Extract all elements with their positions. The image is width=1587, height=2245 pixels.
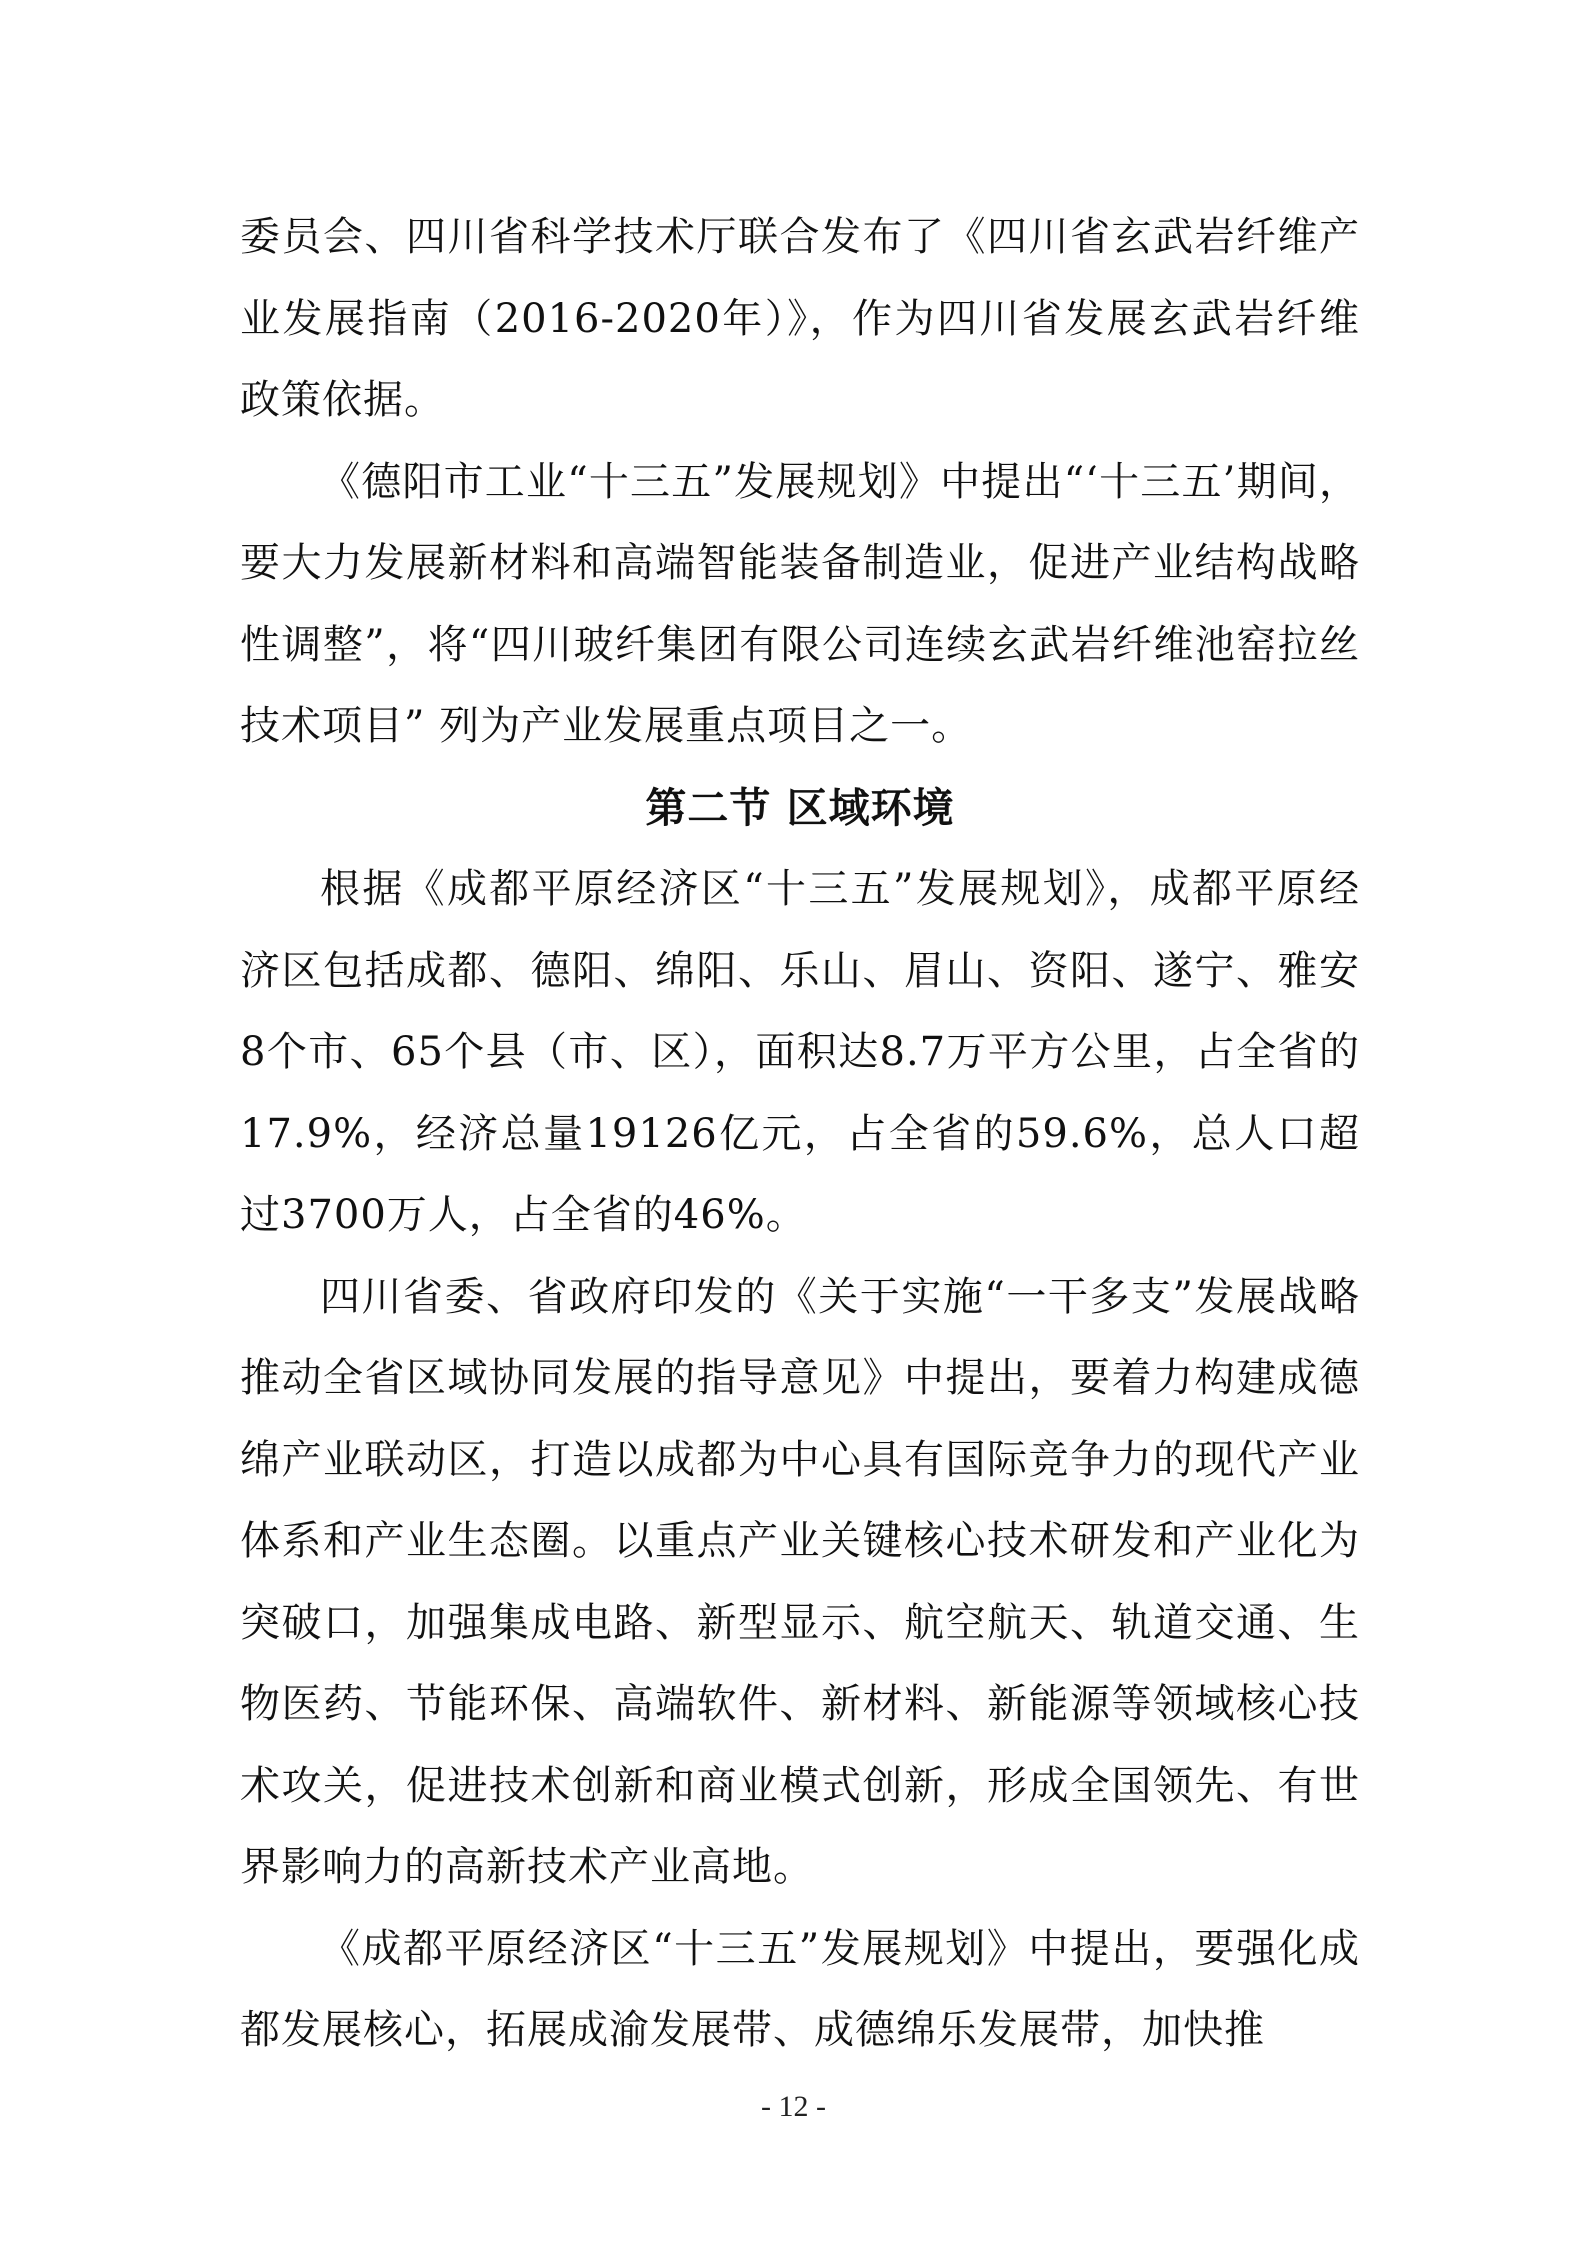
paragraph-policy-guide: 委员会、四川省科学技术厅联合发布了《四川省玄武岩纤维产业发展指南（2016-2020年）》，作为四川省发展玄武岩纤维政策依据。 xyxy=(240,214,1360,423)
paragraph-chengdu-plain: 根据《成都平原经济区“十三五”发展规划》，成都平原经济区包括成都、德阳、绵阳、乐山、眉山、资阳、遂宁、雅安8个市、65个县（市、区），面积达8.7万平方公里，占全省的17.9%，经济总量19126亿元，占全省的59.6%，总人口超过3700万人，占全省的46%。 xyxy=(240,866,1360,1238)
paragraph-chengdu-core: 《成都平原经济区“十三五”发展规划》中提出，要强化成都发展核心，拓展成渝发展带、成德绵乐发展带，加快推 xyxy=(240,1925,1360,2053)
paragraph-deyang-plan: 《德阳市工业“十三五”发展规划》中提出“‘十三五’期间，要大力发展新材料和高端智能装备制造业，促进产业结构战略性调整”，将“四川玻纤集团有限公司连续玄武岩纤维池窑拉丝技术项目” 列为产业发展重点项目之一。 xyxy=(240,458,1360,749)
section-heading: 第二节 区域环境 xyxy=(645,783,955,832)
page-number: - 12 - xyxy=(761,2090,826,2123)
paragraph-provincial-opinion: 四川省委、省政府印发的《关于实施“一干多支”发展战略推动全省区域协同发展的指导意见》中提出，要着力构建成德绵产业联动区，打造以成都为中心具有国际竞争力的现代产业体系和产业生态圈。以重点产业关键核心技术研发和产业化为突破口，加强集成电路、新型显示、航空航天、轨道交通、生物医药、节能环保、高端软件、新材料、新能源等领域核心技术攻关，促进技术创新和商业模式创新，形成全国领先、有世界影响力的高新技术产业高地。 xyxy=(240,1273,1360,1890)
body-text xyxy=(240,197,1360,2072)
